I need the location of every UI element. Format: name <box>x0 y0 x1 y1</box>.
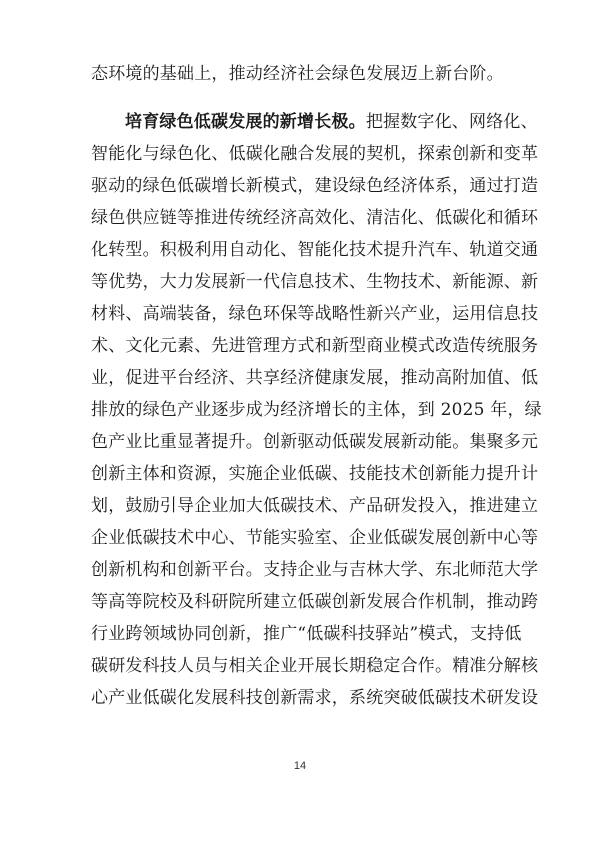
text-line-4: 绿色供应链等推进传统经济高效化、清洁化、低碳化和循环 <box>91 208 539 228</box>
text-line-14: 企业低碳技术中心、节能实验室、企业低碳发展创新中心等 <box>91 528 539 548</box>
text-line-18: 碳研发科技人员与相关企业开展长期稳定合作。精准分解核 <box>91 656 539 676</box>
text-line-2: 智能化与绿色化、低碳化融合发展的契机，探索创新和变革 <box>91 144 539 164</box>
text-line-10: 排放的绿色产业逐步成为经济增长的主体，到 2025 年，绿 <box>91 400 542 420</box>
text-line-16: 等高等院校及科研院所建立低碳创新发展合作机制，推动跨 <box>91 592 539 612</box>
text-line-15: 创新机构和创新平台。支持企业与吉林大学、东北师范大学 <box>91 560 539 580</box>
text-line-9: 业，促进平台经济、共享经济健康发展，推动高附加值、低 <box>91 368 539 388</box>
text-line-11: 色产业比重显著提升。创新驱动低碳发展新动能。集聚多元 <box>91 432 539 452</box>
text-line-5: 化转型。积极利用自动化、智能化技术提升汽车、轨道交通 <box>91 240 539 260</box>
text-line-19: 心产业低碳化发展科技创新需求，系统突破低碳技术研发设 <box>91 688 539 708</box>
text-line-13: 划，鼓励引导企业加大低碳技术、产品研发投入，推进建立 <box>91 496 539 516</box>
text-line-6: 等优势，大力发展新一代信息技术、生物技术、新能源、新 <box>91 272 539 292</box>
paragraph-first-line <box>125 106 538 138</box>
text-line-7: 材料、高端装备，绿色环保等战略性新兴产业，运用信息技 <box>91 304 539 324</box>
text-line-1: 态环境的基础上，推动经济社会绿色发展迈上新台阶。 <box>91 64 504 84</box>
paragraph-heading: 培育绿色低碳发展的新增长极。 <box>125 112 366 132</box>
text-line-17: 行业跨领域协同创新，推广“低碳科技驿站”模式，支持低 <box>91 624 522 644</box>
page-number: 14 <box>293 760 307 772</box>
paragraph-first-line-text: 把握数字化、网络化、 <box>365 112 538 132</box>
text-line-3: 驱动的绿色低碳增长新模式，建设绿色经济体系，通过打造 <box>91 176 539 196</box>
text-line-12: 创新主体和资源，实施企业低碳、技能技术创新能力提升计 <box>91 464 539 484</box>
text-line-8: 术、文化元素、先进管理方式和新型商业模式改造传统服务 <box>91 336 539 356</box>
